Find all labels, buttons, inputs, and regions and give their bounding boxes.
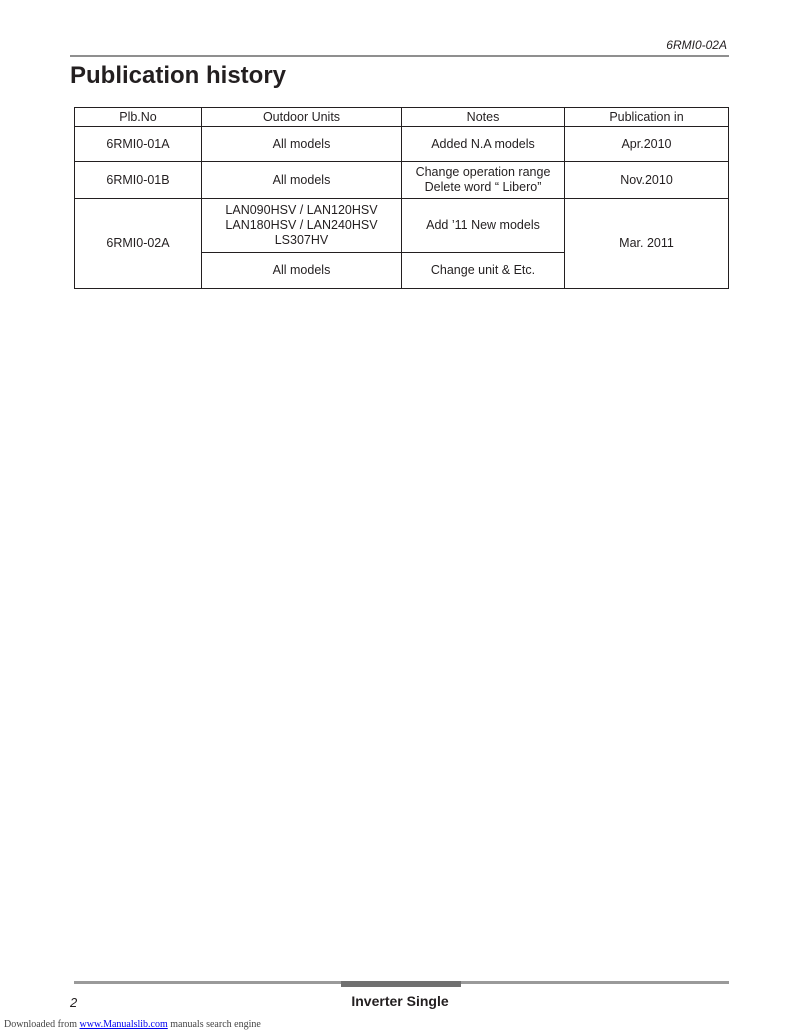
cell-publication-date: Nov.2010 <box>565 162 729 199</box>
cell-outdoor-units: All models <box>202 253 402 289</box>
cell-publication-date: Mar. 2011 <box>565 199 729 289</box>
cell-plb-no: 6RMI0-02A <box>75 199 202 289</box>
header-rule <box>70 55 729 57</box>
notes-line: Delete word “ Libero” <box>424 180 542 194</box>
table-row <box>75 199 729 253</box>
cell-notes: Change unit & Etc. <box>402 253 565 289</box>
table-row <box>75 162 729 199</box>
cell-plb-no: 6RMI0-01A <box>75 127 202 162</box>
cell-publication-date: Apr.2010 <box>565 127 729 162</box>
cell-notes <box>402 162 565 199</box>
footer-rule-tab <box>341 981 461 987</box>
download-watermark <box>4 1019 261 1030</box>
cell-notes: Added N.A models <box>402 127 565 162</box>
notes-line: Change operation range <box>415 165 551 179</box>
cell-plb-no: 6RMI0-01B <box>75 162 202 199</box>
watermark-prefix: Downloaded from <box>4 1019 78 1030</box>
page-title: Publication history <box>70 62 287 89</box>
column-header-publication-in: Publication in <box>565 108 729 127</box>
cell-outdoor-units: All models <box>202 162 402 199</box>
publication-history-table <box>74 107 729 289</box>
watermark-suffix: manuals search engine <box>170 1019 261 1030</box>
units-line: LS307HV <box>274 233 329 247</box>
table-row <box>75 127 729 162</box>
column-header-notes: Notes <box>402 108 565 127</box>
manualslib-link[interactable]: www.Manualslib.com <box>79 1019 168 1030</box>
column-header-outdoor-units: Outdoor Units <box>202 108 402 127</box>
units-line: LAN090HSV / LAN120HSV <box>225 203 378 217</box>
page-number: 2 <box>70 995 78 1010</box>
units-line: LAN180HSV / LAN240HSV <box>225 218 378 232</box>
document-code: 6RMI0-02A <box>666 38 727 52</box>
table-header-row <box>75 108 729 127</box>
cell-notes: Add ’11 New models <box>402 199 565 253</box>
cell-outdoor-units: All models <box>202 127 402 162</box>
cell-outdoor-units <box>202 199 402 253</box>
footer-title: Inverter Single <box>351 993 449 1009</box>
column-header-plb-no: Plb.No <box>75 108 202 127</box>
